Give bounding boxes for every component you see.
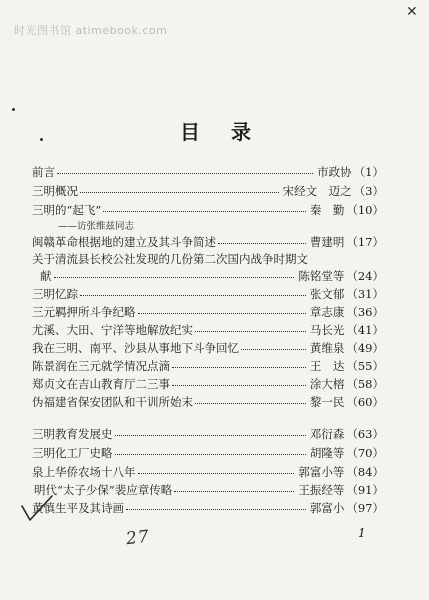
- leader-dots: [241, 348, 306, 350]
- toc-entry: 泉上华侨农场十八年 郭富小等 （84）: [32, 465, 384, 479]
- toc-entry: 尤溪、大田、宁洋等地解放纪实 马长光 （41）: [32, 323, 384, 337]
- toc-entry-page: 3: [365, 184, 373, 198]
- toc-entry-page: 24: [357, 269, 373, 283]
- toc-entry-author: 黄维泉: [309, 341, 345, 355]
- toc-subtitle-text: ——访张维兹同志: [58, 221, 135, 232]
- leader-dots: [80, 191, 279, 193]
- toc-entry-author: 王 达: [309, 359, 345, 373]
- toc-entry: 陈景润在三元就学情况点滴 王 达 （55）: [32, 359, 384, 373]
- toc-entry-title: 三明的“起飞”: [32, 203, 102, 217]
- toc-entry-subtitle: [58, 218, 258, 235]
- toc-entry-title: 我在三明、南平、沙县从事地下斗争回忆: [32, 341, 239, 355]
- toc-entry-page: 70: [357, 446, 373, 460]
- toc-entry-author: 秦 勤: [309, 203, 345, 217]
- toc-entry-page: 17: [357, 235, 373, 249]
- leader-dots: [138, 472, 295, 474]
- toc-entry-title: 闽赣革命根据地的建立及其斗争简述: [32, 235, 216, 249]
- toc-entry-title: 关于清流县长校公社发现的几份第二次国内战争时期文: [32, 252, 308, 266]
- leader-dots: [54, 276, 295, 278]
- leader-dots: [172, 384, 306, 386]
- toc-entry-page: 36: [357, 305, 373, 319]
- toc-entry-title: 陈景润在三元就学情况点滴: [32, 359, 170, 373]
- leader-dots: [80, 294, 306, 296]
- leader-dots: [172, 366, 306, 368]
- toc-entry: 三明的“起飞” 秦 勤 （10）: [32, 203, 384, 217]
- leader-dots: [174, 490, 294, 492]
- toc-entry: 三明化工厂史略 胡隆等 （70）: [32, 446, 384, 460]
- toc-entry-author: 宋经文 迈之: [282, 184, 352, 198]
- leader-dots: [103, 210, 306, 212]
- toc-entry-page: 1: [365, 165, 373, 179]
- toc-entry-title: 伪福建省保安团队和干训所始末: [32, 395, 193, 409]
- leader-dots: [57, 172, 313, 174]
- toc-entry-author: 章志康: [309, 305, 345, 319]
- toc-entry-title: 泉上华侨农场十八年: [32, 465, 136, 479]
- toc-entry-page: 58: [357, 377, 373, 391]
- page-title: 目 录: [180, 120, 263, 144]
- toc-entry-title: 黄慎生平及其诗画: [32, 501, 124, 515]
- toc-entry-title: 前言: [32, 165, 55, 179]
- toc-entry-page: 10: [357, 203, 373, 217]
- leader-dots: [195, 402, 306, 404]
- toc-entry-author: 胡隆等: [309, 446, 345, 460]
- handwritten-check-mark: [18, 492, 58, 526]
- toc-entry-page: 91: [357, 483, 373, 497]
- leader-dots: [138, 312, 306, 314]
- toc-entry-title: 明代“太子少保”裴应章传略: [34, 483, 173, 497]
- toc-entry: 我在三明、南平、沙县从事地下斗争回忆 黄维泉 （49）: [32, 341, 384, 355]
- toc-entry: 黄慎生平及其诗画 郭富小 （97）: [32, 501, 384, 515]
- toc-entry-title: 郑贞文在吉山教育厅二三事: [32, 377, 170, 391]
- toc-entry: 三明教育发展史 邓衍森 （63）: [32, 427, 384, 441]
- toc-entry-author: 涂大榕: [309, 377, 345, 391]
- corner-mark: ✕: [406, 4, 418, 20]
- toc-entry: 前言 市政协 （1）: [32, 165, 384, 179]
- toc-entry-author: 王振经等: [298, 483, 345, 497]
- toc-entry-author: 邓衍森: [309, 427, 345, 441]
- leader-dots: [195, 330, 306, 332]
- toc-entry-author: 马长光: [309, 323, 345, 337]
- toc-entry-author: 郭富小: [309, 501, 345, 515]
- toc-entry-page: 31: [357, 287, 373, 301]
- toc-entry-author: 张文郁: [309, 287, 345, 301]
- toc-entry-title: 三元羁押所斗争纪略: [32, 305, 136, 319]
- margin-dot: [40, 138, 43, 141]
- toc-entry-author: 黎一民: [309, 395, 345, 409]
- toc-entry-page: 60: [357, 395, 373, 409]
- toc-entry-author: 曹建明: [309, 235, 345, 249]
- watermark: 时光图书馆 atimebook.com: [14, 24, 168, 37]
- toc-entry: 三明忆踪 张文郁 （31）: [32, 287, 384, 301]
- toc-entry-title: 献: [40, 269, 52, 283]
- toc-entry-author: 市政协: [317, 165, 352, 179]
- leader-dots: [115, 453, 306, 455]
- handwritten-signature: 27: [125, 526, 151, 550]
- leader-dots: [218, 242, 306, 244]
- toc-entry: 明代“太子少保”裴应章传略 王振经等 （91）: [34, 483, 384, 497]
- leader-dots: [126, 508, 306, 510]
- page-number: 1: [358, 526, 366, 540]
- toc-entry-page: 63: [357, 427, 373, 441]
- toc-entry-author: 陈铭堂等: [298, 269, 345, 283]
- toc-entry: [32, 251, 384, 268]
- margin-dot: [12, 108, 15, 111]
- toc-entry: 伪福建省保安团队和干训所始末 黎一民 （60）: [32, 395, 384, 409]
- toc-entry-page: 49: [357, 341, 373, 355]
- toc-entry-page: 55: [357, 359, 373, 373]
- toc-entry-title: 三明忆踪: [32, 287, 78, 301]
- leader-dots: [115, 434, 306, 436]
- toc-entry: 三元羁押所斗争纪略 章志康 （36）: [32, 305, 384, 319]
- toc-entry: 三明概况 宋经文 迈之 （3）: [32, 184, 384, 198]
- toc-entry-page: 41: [357, 323, 373, 337]
- toc-entry-title: 三明概况: [32, 184, 78, 198]
- toc-entry-continuation: 献 陈铭堂等 （24）: [40, 269, 384, 283]
- toc-entry-page: 97: [357, 501, 373, 515]
- toc-entry-title: 尤溪、大田、宁洋等地解放纪实: [32, 323, 193, 337]
- toc-entry: 郑贞文在吉山教育厅二三事 涂大榕 （58）: [32, 377, 384, 391]
- toc-entry-title: 三明教育发展史: [32, 427, 113, 441]
- toc-entry-author: 郭富小等: [298, 465, 345, 479]
- toc-entry: 闽赣革命根据地的建立及其斗争简述 曹建明 （17）: [32, 235, 384, 249]
- toc-entry-title: 三明化工厂史略: [32, 446, 113, 460]
- toc-entry-page: 84: [357, 465, 373, 479]
